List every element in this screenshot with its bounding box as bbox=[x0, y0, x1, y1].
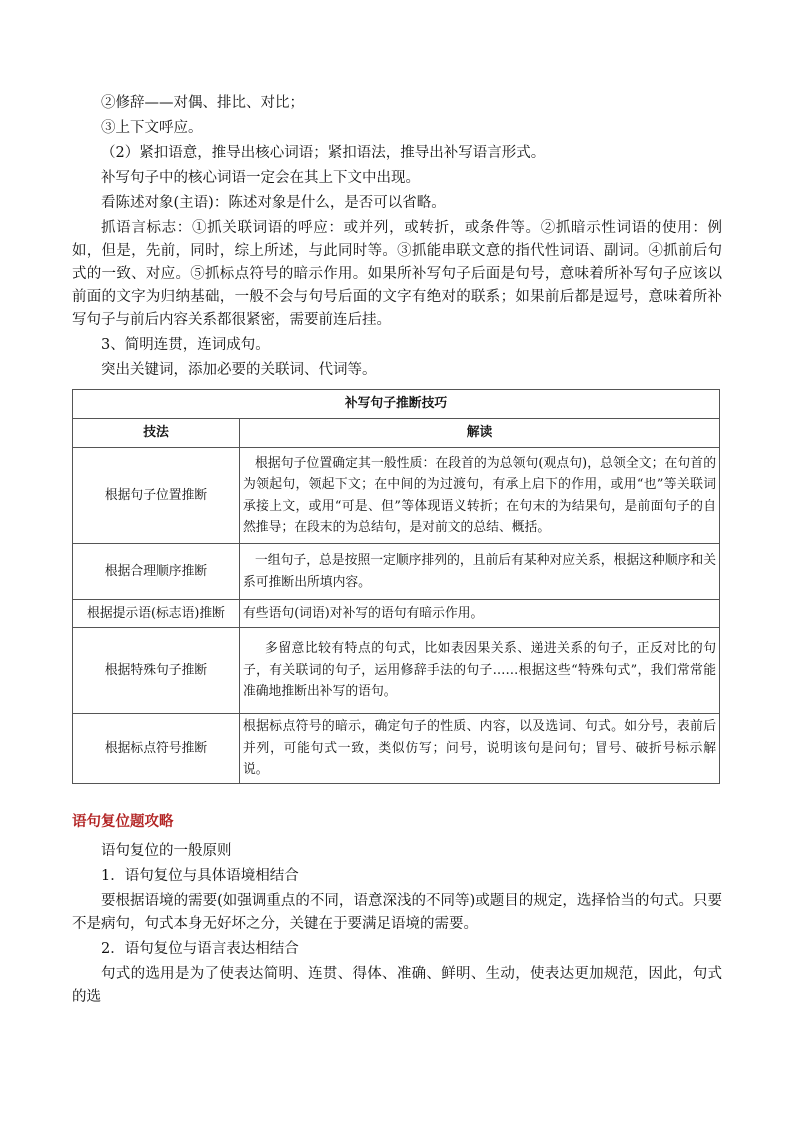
inference-tips-table bbox=[72, 389, 720, 784]
desc-cell: 有些语句(词语)对补写的语句有暗示作用。 bbox=[240, 600, 720, 628]
context-echo-line: ③上下文呼应。 bbox=[101, 120, 203, 136]
column-header-method: 技法 bbox=[73, 419, 240, 448]
method-cell: 根据句子位置推断 bbox=[73, 448, 240, 544]
item1-title: 1．语句复位与具体语境相结合 bbox=[101, 867, 299, 884]
method-cell: 根据标点符号推断 bbox=[73, 714, 240, 784]
desc-cell: 多留意比较有特点的句式，比如表因果关系、递进关系的句子，正反对比的句子，有关联词的句子，运用修辞手法的句子……根据这些“特殊句式”，我们常常能准确地推断出补写的语句。 bbox=[240, 628, 720, 714]
table-row bbox=[73, 600, 720, 628]
method-cell: 根据提示语(标志语)推断 bbox=[73, 600, 240, 628]
column-header-desc: 解读 bbox=[240, 419, 720, 448]
core-words-line: 补写句子中的核心词语一定会在其上下文中出现。 bbox=[101, 170, 420, 186]
rhetoric-line: ②修辞——对偶、排比、对比； bbox=[101, 95, 304, 111]
desc-cell: 根据句子位置确定其一般性质：在段首的为总领句(观点句)，总领全文；在句首的为领起句，领起下文；在中间的为过渡句，有承上启下的作用，或用“也”等关联词承接上文，或用“可是、但”等体现语义转折；在句末的为结果句，是前面句子的自然推导；在段末的为总结句，是对前文的总结、概括。 bbox=[240, 448, 720, 544]
point3-title: 3、简明连贯，连词成句。 bbox=[101, 337, 270, 353]
table-row bbox=[73, 544, 720, 600]
table-row bbox=[73, 448, 720, 544]
section-subtitle: 语句复位的一般原则 bbox=[101, 842, 232, 859]
desc-cell: 一组句子，总是按照一定顺序排列的，且前后有某种对应关系，根据这种顺序和关系可推断出所填内容。 bbox=[240, 544, 720, 600]
table-header-row bbox=[73, 419, 720, 448]
markers-paragraph: 抓语言标志：①抓关联词语的呼应：或并列，或转折，或条件等。②抓暗示性词语的使用：例如，但是，先前，同时，综上所述，与此同时等。③抓能串联文意的指代性词语、副词。④抓前后句式的一致、对应。⑤抓标点符号的暗示作用。如果所补写句子后面是句号，意味着所补写句子应该以前面的文字为归纳基础，一般不会与句号后面的文字有绝对的联系；如果前后都是逗号，意味着所补写句子与前后内容关系都很紧密，需要前连后挂。 bbox=[72, 220, 722, 328]
item2-body: 句式的选用是为了使表达简明、连贯、得体、准确、鲜明、生动，使表达更加规范，因此，句式的选 bbox=[72, 965, 722, 1005]
method-cell: 根据特殊句子推断 bbox=[73, 628, 240, 714]
point3-body: 突出关键词，添加必要的关联词、代词等。 bbox=[101, 362, 377, 378]
document-page bbox=[72, 92, 722, 1011]
item1-body: 要根据语境的需要(如强调重点的不同，语意深浅的不同等)或题目的规定，选择恰当的句式。只要不是病句，句式本身无好坏之分，关键在于要满足语境的需要。 bbox=[72, 892, 722, 932]
method-cell: 根据合理顺序推断 bbox=[73, 544, 240, 600]
desc-cell: 根据标点符号的暗示，确定句子的性质、内容，以及选词、句式。如分号，表前后并列，可能句式一致，类似仿写；问号，说明该句是问句；冒号、破折号标示解说。 bbox=[240, 714, 720, 784]
table-row bbox=[73, 714, 720, 784]
table-row bbox=[73, 628, 720, 714]
table-title-row bbox=[73, 390, 720, 419]
subject-line: 看陈述对象(主语)：陈述对象是什么，是否可以省略。 bbox=[101, 195, 446, 211]
point2-line: （2）紧扣语意，推导出核心词语；紧扣语法，推导出补写语言形式。 bbox=[101, 145, 546, 161]
section-title: 语句复位题攻略 bbox=[72, 813, 174, 830]
table-title: 补写句子推断技巧 bbox=[73, 390, 720, 419]
item2-title: 2．语句复位与语言表达相结合 bbox=[101, 940, 299, 957]
